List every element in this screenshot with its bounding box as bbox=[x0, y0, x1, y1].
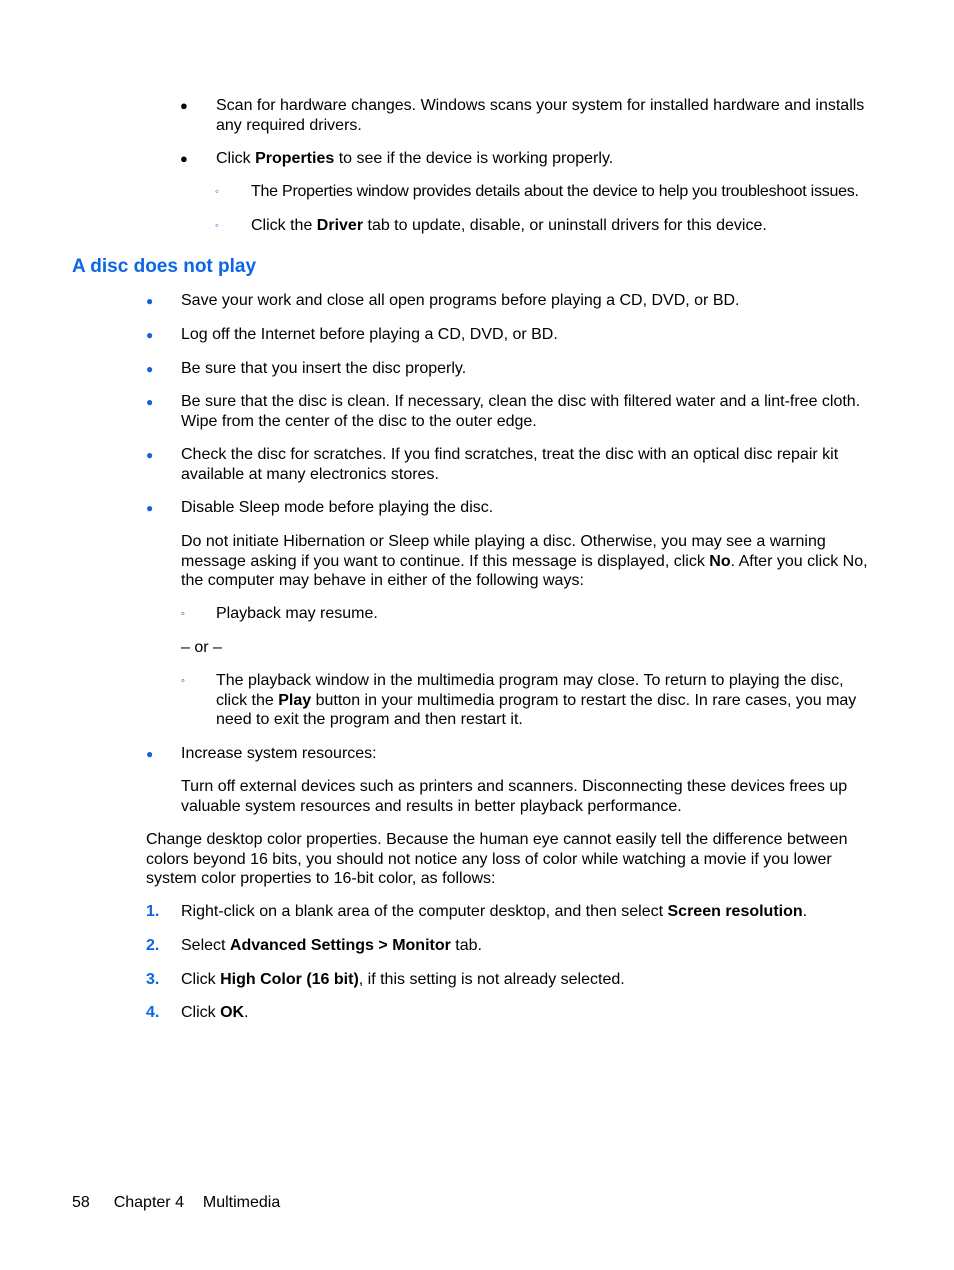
step-text: Select Advanced Settings > Monitor tab. bbox=[181, 937, 482, 954]
list-item: Click the Driver tab to update, disable, or uninstall drivers for this device. bbox=[251, 217, 767, 234]
step-text: Click OK. bbox=[181, 1004, 249, 1021]
bullet-marker: ● bbox=[146, 395, 154, 409]
sub-bullet-marker: ◦ bbox=[181, 675, 185, 687]
page-number: 58 bbox=[72, 1194, 90, 1211]
list-item: Log off the Internet before playing a CD, DVD, or BD. bbox=[181, 326, 558, 343]
list-item: Be sure that the disc is clean. If necessary, clean the disc with filtered water and a lint-free cloth. Wipe from the center of the disc to the outer edge. bbox=[181, 393, 861, 430]
list-item: Check the disc for scratches. If you find scratches, treat the disc with an optical disc repair kit available at many electronics stores. bbox=[181, 446, 839, 483]
bullet-marker: ● bbox=[146, 448, 154, 462]
list-item: Save your work and close all open programs before playing a CD, DVD, or BD. bbox=[181, 292, 740, 309]
step-text: Click High Color (16 bit), if this setting is not already selected. bbox=[181, 971, 625, 988]
color-paragraph: Change desktop color properties. Because the human eye cannot easily tell the difference between colors beyond 16 bits, you should not notice any loss of color while watching a movie if you lower system color properties to 16-bit color, as follows: bbox=[146, 831, 848, 887]
list-item: The playback window in the multimedia program may close. To return to playing the disc, click the Play button in your multimedia program to restart the disc. In rare cases, you may need to exit the program and then restart it. bbox=[216, 672, 857, 728]
bullet-marker: ● bbox=[180, 151, 188, 166]
list-item: Playback may resume. bbox=[216, 605, 378, 622]
bullet-marker: ● bbox=[146, 294, 154, 308]
sub-bullet-marker: ◦ bbox=[181, 608, 185, 620]
list-item: Be sure that you insert the disc properly. bbox=[181, 360, 467, 377]
bullet-marker: ● bbox=[180, 98, 188, 113]
page-footer bbox=[72, 1193, 280, 1213]
list-item: Click Properties to see if the device is working properly. bbox=[216, 150, 614, 167]
list-item: The Properties window provides details about the device to help you troubleshoot issues. bbox=[251, 183, 859, 200]
resources-paragraph: Turn off external devices such as printers and scanners. Disconnecting these devices frees up valuable system resources and results in better playback performance. bbox=[181, 778, 848, 815]
bullet-marker: ● bbox=[146, 362, 154, 376]
step-number: 1. bbox=[146, 903, 160, 920]
list-item: Disable Sleep mode before playing the disc. bbox=[181, 499, 494, 516]
step-text: Right-click on a blank area of the computer desktop, and then select Screen resolution. bbox=[181, 903, 808, 920]
step-number: 4. bbox=[146, 1004, 160, 1021]
sub-bullet-marker: ◦ bbox=[215, 186, 219, 198]
step-number: 3. bbox=[146, 971, 160, 988]
step-number: 2. bbox=[146, 937, 160, 954]
bullet-marker: ● bbox=[146, 328, 154, 342]
bullet-marker: ● bbox=[146, 747, 154, 761]
sub-bullet-marker: ◦ bbox=[215, 220, 219, 232]
or-separator: – or – bbox=[181, 639, 222, 656]
section-heading: A disc does not play bbox=[72, 256, 257, 277]
bullet-marker: ● bbox=[146, 501, 154, 515]
sleep-paragraph: Do not initiate Hibernation or Sleep while playing a disc. Otherwise, you may see a warning message asking if you want to continue. If this message is displayed, click No. After you click No, the computer may behave in either of the following ways: bbox=[181, 533, 868, 589]
chapter-title: Multimedia bbox=[202, 1194, 281, 1211]
list-item: Scan for hardware changes. Windows scans your system for installed hardware and installs any required drivers. bbox=[216, 97, 865, 134]
list-item: Increase system resources: bbox=[181, 745, 377, 762]
chapter-label: Chapter 4 bbox=[113, 1194, 184, 1211]
